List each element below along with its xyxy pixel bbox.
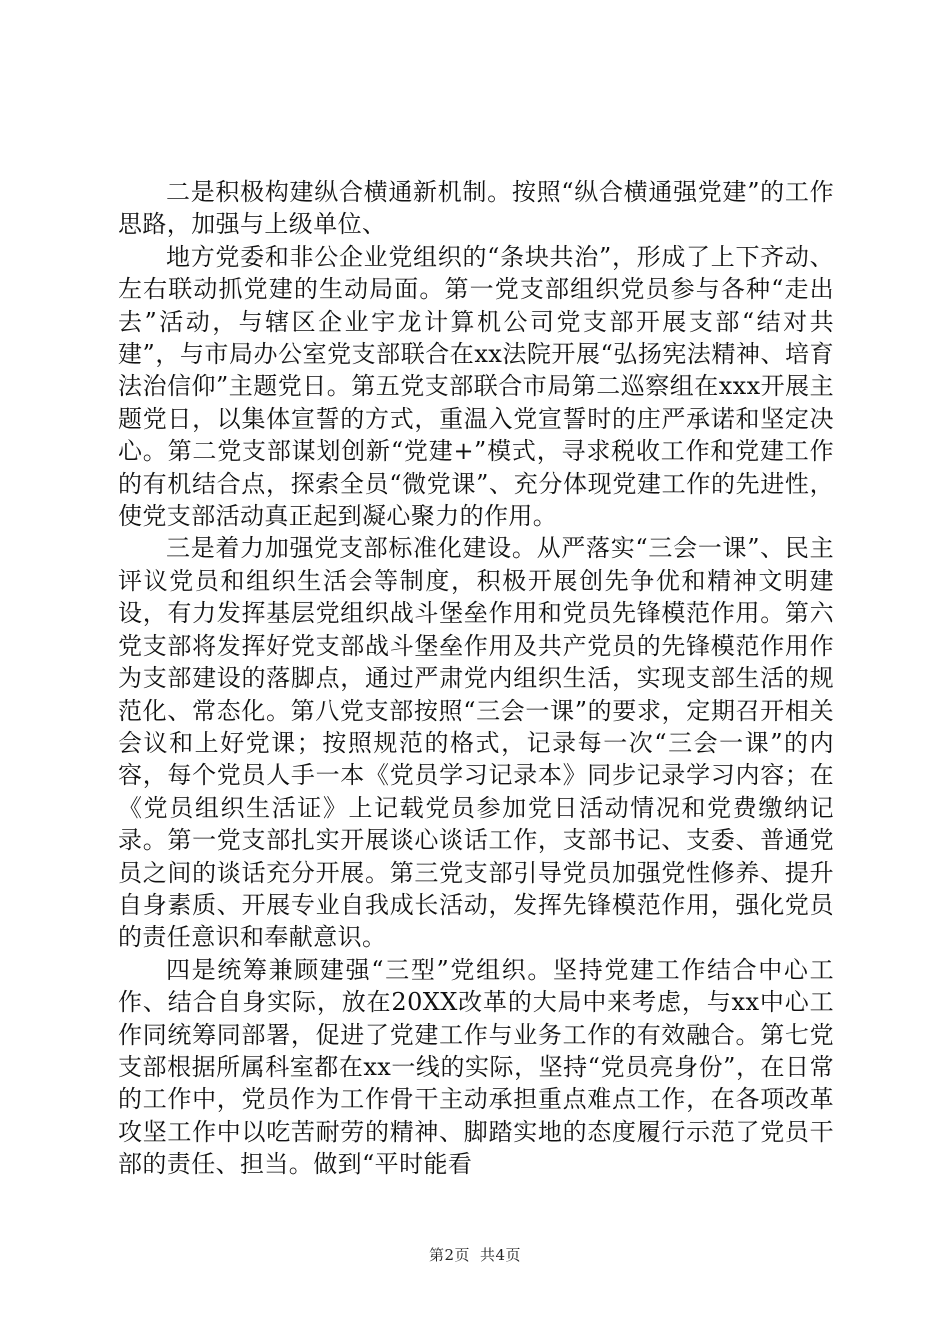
paragraph-2: 地方党委和非公企业党组织的“条块共治”，形成了上下齐动、左右联动抓党建的生动局面。第一党支部组织党员参与各种“走出去”活动，与辖区企业宇龙计算机公司党支部开展支部“结对共建”，与市局办公室党支部联合在xx法院开展“弘扬宪法精神、培育法治信仰”主题党日。第五党支部联合市局第二巡察组在xxx开展主题党日，以集体宣誓的方式，重温入党宣誓时的庄严承诺和坚定决心。第二党支部谋划创新“党建+”模式，寻求税收工作和党建工作的有机结合点，探索全员“微党课”、充分体现党建工作的先进性，使党支部活动真正起到凝心聚力的作用。 [118,242,834,531]
paragraph-3: 三是着力加强党支部标准化建设。从严落实“三会一课”、民主评议党员和组织生活会等制度，积极开展创先争优和精神文明建设，有力发挥基层党组织战斗堡垒作用和党员先锋模范作用。第六党支部将发挥好党支部战斗堡垒作用及共产党员的先锋模范作用作为支部建设的落脚点，通过严肃党内组织生活，实现支部生活的规范化、常态化。第八党支部按照“三会一课”的要求，定期召开相关会议和上好党课；按照规范的格式，记录每一次“三会一课”的内容，每个党员人手一本《党员学习记录本》同步记录学习内容；在《党员组织生活证》上记载党员参加党日活动情况和党费缴纳记录。第一党支部扎实开展谈心谈话工作，支部书记、支委、普通党员之间的谈话充分开展。第三党支部引导党员加强党性修养、提升自身素质、开展专业自我成长活动，发挥先锋模范作用，强化党员的责任意识和奉献意识。 [118,534,834,952]
page-footer [0,1244,950,1265]
paragraph-4: 四是统筹兼顾建强“三型”党组织。坚持党建工作结合中心工作、结合自身实际，放在20XX改革的大局中来考虑，与xx中心工作同统筹同部署，促进了党建工作与业务工作的有效融合。第七党支部根据所属科室都在xx一线的实际，坚持“党员亮身份”，在日常的工作中，党员作为工作骨干主动承担重点难点工作，在各项改革攻坚工作中以吃苦耐劳的精神、脚踏实地的态度履行示范了党员干部的责任、担当。做到“平时能看 [118,955,834,1179]
paragraph-1: 二是积极构建纵合横通新机制。按照“纵合横通强党建”的工作思路，加强与上级单位、 [118,178,834,239]
document-body [118,176,834,1181]
page-total: 共4页 [480,1246,522,1264]
page-number: 第2页 [428,1246,470,1264]
